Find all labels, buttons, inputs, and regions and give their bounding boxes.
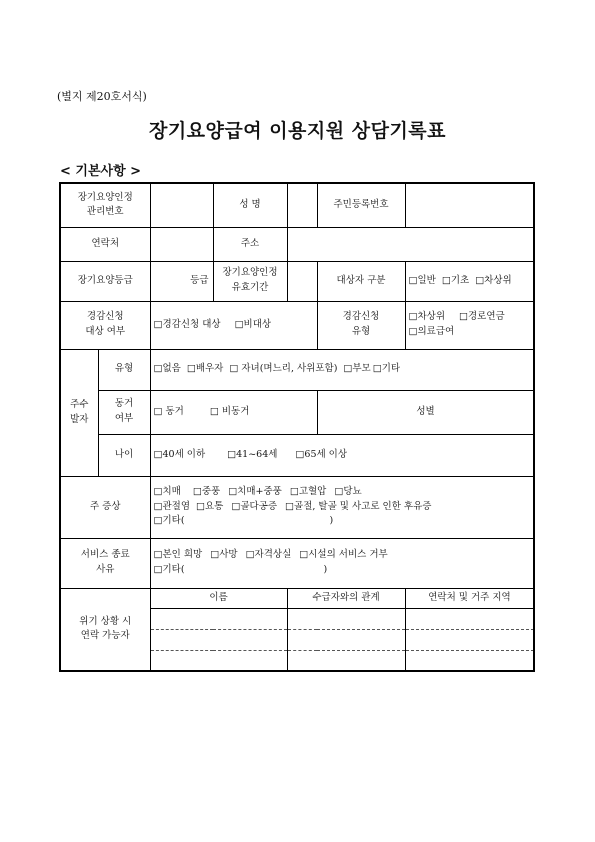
reduction-pension-checkbox[interactable]: □경로연금 — [459, 311, 505, 323]
sym-backpain-checkbox[interactable]: □요통 — [196, 500, 224, 512]
term-refusal-checkbox[interactable]: □시설의 서비스 거부 — [299, 549, 388, 561]
document-title: 장기요양급여 이용지원 상담기록표 — [148, 120, 447, 142]
cert-no-label: 장기요양인정 관리번호 — [60, 183, 150, 227]
address-label: 주소 — [213, 227, 287, 261]
age-label: 나이 — [98, 434, 150, 476]
target-type-label: 대상자 구분 — [317, 261, 405, 301]
sym-hypertension-checkbox[interactable]: □고혈압 — [289, 485, 327, 497]
sym-stroke-checkbox[interactable]: □중풍 — [192, 485, 221, 497]
reduction-medicaid-checkbox[interactable]: □의료급여 — [408, 326, 455, 337]
name-field[interactable] — [287, 183, 317, 227]
em-col-name: 이름 — [150, 588, 287, 608]
cg-other-checkbox[interactable]: □기타 — [372, 363, 401, 375]
cg-none-checkbox[interactable]: □없음 — [153, 363, 181, 375]
term-other-checkbox[interactable]: □기타( ) — [153, 564, 328, 575]
cg-child-checkbox[interactable]: □ 자녀(며느리, 사위포함) — [229, 363, 338, 375]
name-label: 성 명 — [213, 183, 287, 227]
caregiver-label: 주수 발자 — [60, 349, 98, 476]
contact-field[interactable] — [150, 227, 213, 261]
em-relation-1[interactable] — [287, 608, 405, 629]
reduction-eligible-checkbox[interactable]: □경감신청 대상 — [153, 318, 221, 330]
rrn-label: 주민등록번호 — [317, 183, 405, 227]
validity-field[interactable] — [287, 261, 317, 301]
age-41to64-checkbox[interactable]: □41~64세 — [227, 448, 278, 460]
reduction-nearpoor-checkbox[interactable]: □차상위 — [408, 311, 446, 323]
symptoms-label: 주 증상 — [60, 476, 150, 538]
sym-osteoporosis-checkbox[interactable]: □골다공증 — [231, 500, 278, 512]
emergency-label: 위기 상황 시 연락 가능자 — [60, 588, 150, 671]
rrn-field[interactable] — [405, 183, 534, 227]
term-self-checkbox[interactable]: □본인 희망 — [153, 549, 203, 561]
cg-parent-checkbox[interactable]: □부모 — [343, 363, 371, 375]
basic-info-table — [59, 182, 535, 672]
grade-label: 등급 — [150, 261, 213, 301]
term-death-checkbox[interactable]: □사망 — [210, 549, 238, 561]
sym-fracture-checkbox[interactable]: □골절, 탈골 및 사고로 인한 후유증 — [285, 500, 432, 512]
em-contact-2[interactable] — [405, 629, 534, 650]
target-nearpoor-checkbox[interactable]: □차상위 — [475, 274, 512, 286]
target-general-checkbox[interactable]: □일반 — [408, 274, 436, 286]
cohabit-no-checkbox[interactable]: □ 비동거 — [209, 405, 250, 417]
ltc-grade-label: 장기요양등급 — [60, 261, 150, 301]
cg-spouse-checkbox[interactable]: □배우자 — [186, 363, 224, 375]
sym-diabetes-checkbox[interactable]: □당뇨 — [334, 485, 362, 497]
contact-label: 연락처 — [60, 227, 150, 261]
reduction-ineligible-checkbox[interactable]: □비대상 — [234, 318, 272, 330]
term-disqualified-checkbox[interactable]: □자격상실 — [245, 549, 292, 561]
target-basic-checkbox[interactable]: □기초 — [441, 274, 470, 286]
gender-label: 성별 — [317, 390, 534, 434]
cohabit-yes-checkbox[interactable]: □ 동거 — [153, 405, 184, 417]
em-contact-1[interactable] — [405, 608, 534, 629]
em-name-2[interactable] — [150, 629, 287, 650]
validity-label: 장기요양인정 유효기간 — [213, 261, 287, 301]
reduction-target-label: 경감신청 대상 여부 — [60, 301, 150, 349]
em-name-3[interactable] — [150, 650, 287, 671]
caregiver-type-label: 유형 — [98, 349, 150, 390]
cohabit-label: 동거 여부 — [98, 390, 150, 434]
reduction-type-label: 경감신청 유형 — [317, 301, 405, 349]
termination-label: 서비스 종료 사유 — [60, 538, 150, 588]
em-name-1[interactable] — [150, 608, 287, 629]
em-col-relation: 수급자와의 관계 — [287, 588, 405, 608]
address-field[interactable] — [287, 227, 534, 261]
em-col-contact: 연락처 및 거주 지역 — [405, 588, 534, 608]
cert-no-field[interactable] — [150, 183, 213, 227]
form-number-label: (별지 제20호서식) — [57, 90, 147, 103]
section-heading: < 기본사항 > — [60, 164, 142, 179]
sym-arthritis-checkbox[interactable]: □관절염 — [153, 500, 191, 512]
age-over65-checkbox[interactable]: □65세 이상 — [295, 448, 348, 460]
age-under40-checkbox[interactable]: □40세 이하 — [153, 448, 206, 460]
em-relation-2[interactable] — [287, 629, 405, 650]
sym-dementia-stroke-checkbox[interactable]: □치매+중풍 — [228, 485, 282, 497]
sym-dementia-checkbox[interactable]: □치매 — [153, 485, 181, 497]
em-contact-3[interactable] — [405, 650, 534, 671]
sym-other-checkbox[interactable]: □기타( ) — [153, 515, 334, 527]
em-relation-3[interactable] — [287, 650, 405, 671]
